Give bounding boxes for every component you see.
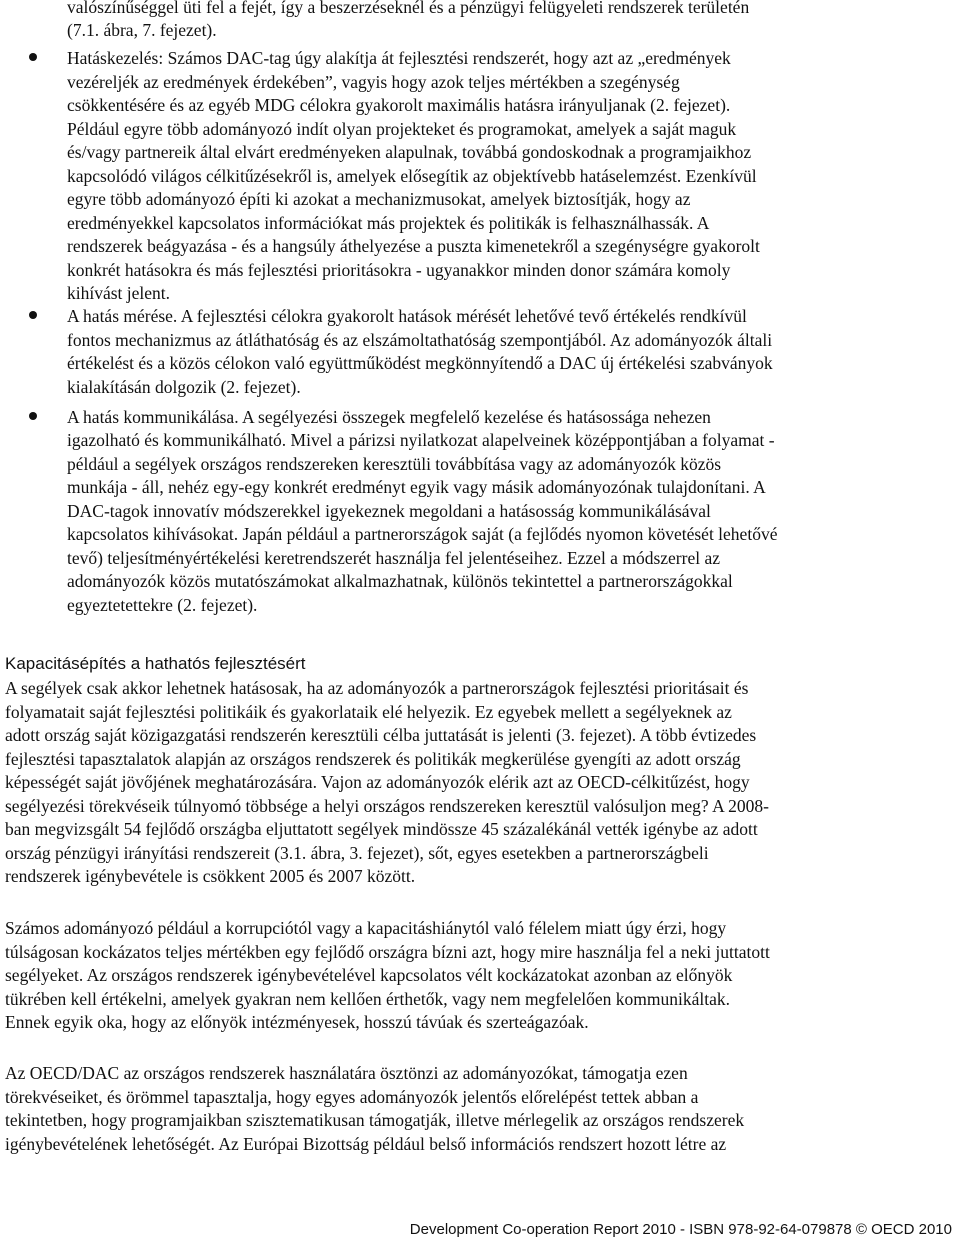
text-line: segélyezési törekvéseik túlnyomó többsége a helyi országos rendszereken keresztül valósuljon meg? A 2008- [5, 796, 769, 816]
text-line: vezéreljék az eredmények érdekében”, vagyis hogy azok teljes mértékben a szegénység [67, 72, 680, 92]
text-line: konkrét hatásokra és más fejlesztési prioritásokra - ugyanakkor minden donor számára komoly [67, 260, 731, 280]
text-line: Hatáskezelés: Számos DAC-tag úgy alakítja át fejlesztési rendszerét, hogy azt az „eredmények [67, 48, 731, 68]
text-line: valószínűséggel üti fel a fejét, így a beszerzéseknél és a pénzügyi felügyeleti rendszerek területén [67, 0, 750, 17]
text-line: munkája - áll, nehéz egy-egy konkrét eredményt egyik vagy másik adományozónak tulajdonítani. A [67, 477, 766, 497]
text-line: kialakításán dolgozik (2. fejezet). [67, 377, 301, 397]
text-line: adott ország saját közigazgatási rendszerén keresztüli célba juttatását is jelenti (3. fejezet). A több évtizedes [5, 725, 757, 745]
text-line: eredményekkel kapcsolatos információkat más projektek és politikák is felhasználhassák. A [67, 213, 710, 233]
text-line: DAC-tagok innovatív módszerekkel igyekeznek megoldani a hatásosság kommunikálásával [67, 501, 711, 521]
text-line: ország pénzügyi irányítási rendszereit (3.1. ábra, 3. fejezet), sőt, egyes esetekben a partnerországbeli [5, 843, 709, 863]
text-line: egyeztetettekre (2. fejezet). [67, 595, 258, 615]
text-line: tevő) teljesítményértékelési keretrendszerét használja fel jelentéseihez. Ezzel a módszerrel az [67, 548, 720, 568]
bullet-marker [29, 53, 37, 61]
text-line: ban megvizsgált 54 fejlődő országba eljuttatott segélyek mindössze 45 százalékánál vették igénybe az adott [5, 819, 758, 839]
bullet-marker [29, 311, 37, 319]
text-line: Az OECD/DAC az országos rendszerek használatára ösztönzi az adományozókat, támogatja ezen [5, 1063, 688, 1083]
text-line: Ennek egyik oka, hogy az előnyök intézményesek, hosszú távúak és szerteágazóak. [5, 1012, 589, 1032]
text-line: igazolható és kommunikálható. Mivel a párizsi nyilatkozat alapelveinek középpontjában a folyamat - [67, 430, 775, 450]
text-line: egyre több adományozó építi ki azokat a mechanizmusokat, amelyek biztosítják, hogy az [67, 189, 691, 209]
text-line: A segélyek csak akkor lehetnek hatásosak, ha az adományozók a partnerországok fejlesztési prioritásait és [5, 678, 749, 698]
text-line: csökkentésére és az egyéb MDG célokra gyakorolt maximális hatásra irányuljanak (2. fejezet). [67, 95, 731, 115]
text-line: értékelést és a közös célokon való együttműködést megkönnyítendő a DAC új értékelési szabványok [67, 353, 773, 373]
text-line: Például egyre több adományozó indít olyan projekteket és programokat, amelyek a saját maguk [67, 119, 737, 139]
text-line: és/vagy partnereik által elvárt eredményeken alapulnak, továbbá gondoskodnak a programjaikhoz [67, 142, 752, 162]
text-line: Számos adományozó például a korrupciótól vagy a kapacitáshiánytól való félelem miatt úgy érzi, hogy [5, 918, 727, 938]
text-line: képességét saját jövőjének meghatározására. Vajon az adományozók elérik azt az OECD-célkitűzést, hogy [5, 772, 750, 792]
text-line: igénybevételének lehetőségét. Az Európai Bizottság például belső információs rendszert hozott létre az [5, 1134, 727, 1154]
text-line: tekintetben, hogy programjaikban szisztematikusan támogatják, illetve mérlegelik az országos rendszerek [5, 1110, 745, 1130]
text-line: (7.1. ábra, 7. fejezet). [67, 20, 217, 40]
text-line: folyamatait saját fejlesztési politikáik és gyakorlataik elé helyezik. Ez egyebek mellett a segélyeknek az [5, 702, 732, 722]
text-line: segélyeket. Az országos rendszerek igénybevételével kapcsolatos vélt kockázatokat azonban az előnyök [5, 965, 733, 985]
text-line: törekvéseiket, és örömmel tapasztalja, hogy egyes adományozók jelentős előrelépést tettek abban a [5, 1087, 699, 1107]
text-line: túlságosan kockázatos teljes mértékben egy fejlődő országra bízni azt, hogy mire használja fel a neki juttatott [5, 942, 770, 962]
page-footer: Development Co-operation Report 2010 - ISBN 978-92-64-079878 © OECD 2010 [409, 1221, 952, 1238]
bullet-marker [29, 412, 37, 420]
text-line: rendszerek beágyazása - és a hangsúly áthelyezése a puszta kimenetekről a szegénységre gyakorolt [67, 236, 760, 256]
text-line: adományozók közös mutatószámokat alkalmazhatnak, különös tekintettel a partnerországokkal [67, 571, 733, 591]
text-line: kihívást jelent. [67, 283, 171, 303]
text-line: fejlesztési tapasztalatok alapján az országos rendszerek és politikák megkerülése gyengíti az adott ország [5, 749, 741, 769]
text-line: kapcsolatos kihívásokat. Japán például a partnerországok saját (a fejlődés nyomon követését lehetővé [67, 524, 778, 544]
text-line: tükrében kell értékelni, amelyek gyakran nem kellően érthetők, vagy nem megfelelően kommunikáltak. [5, 989, 731, 1009]
text-line: kapcsolódó világos célkitűzésekről is, amelyek elősegítik az objektívebb hatáselemzést. Ezenkívül [67, 166, 757, 186]
text-line: például a segélyek országos rendszereken keresztüli továbbítása vagy az adományozók közös [67, 454, 722, 474]
text-line: fontos mechanizmus az átláthatóság és az elszámoltathatóság szempontjából. Az adományozók általi [67, 330, 773, 350]
text-line: rendszerek igénybevétele is csökkent 2005 és 2007 között. [5, 866, 416, 886]
text-line: A hatás kommunikálása. A segélyezési összegek megfelelő kezelése és hatásossága nehezen [67, 407, 711, 427]
section-heading: Kapacitásépítés a hathatós fejlesztésért [5, 654, 306, 673]
text-line: A hatás mérése. A fejlesztési célokra gyakorolt hatások mérését lehetővé tevő értékelés rendkívül [67, 306, 747, 326]
